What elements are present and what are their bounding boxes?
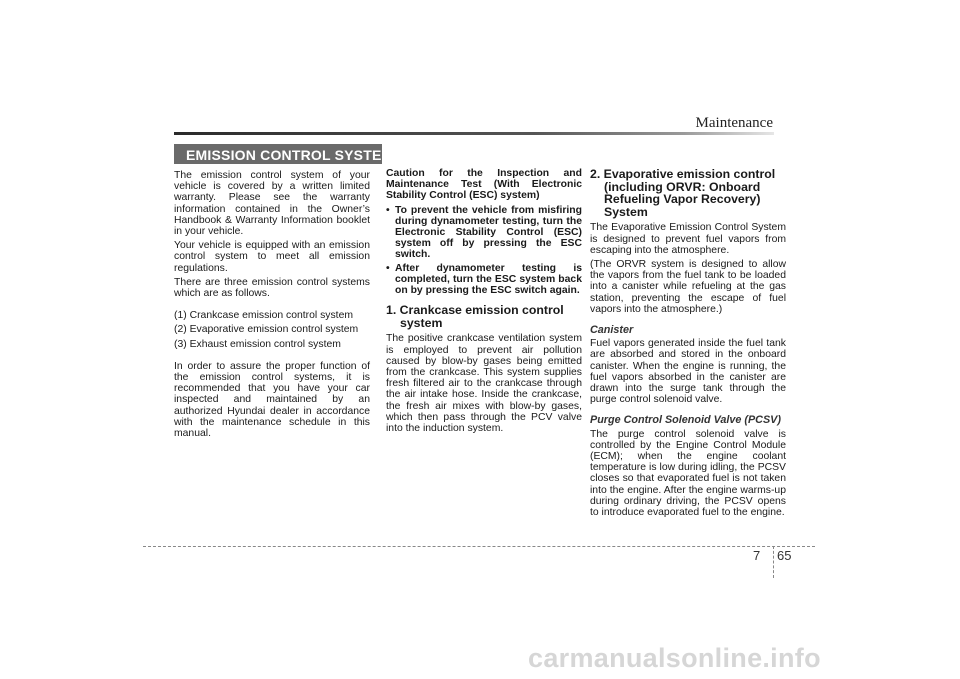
intro-paragraph: The emission control system of your vehicle is covered by a written limited warranty. Please see the warranty information contained in the Owner’s Handbook & Warranty Information booklet in your vehicle. <box>174 170 370 238</box>
crankcase-heading-line1: 1. Crankcase emission control <box>386 303 564 318</box>
column-2 <box>386 168 582 437</box>
evaporative-heading <box>590 168 786 218</box>
canister-paragraph: Fuel vapors generated inside the fuel tank are absorbed and stored in the onboard canister. When the engine is running, the fuel vapors absorbed in the canister are drawn into the surge tank through the purge control solenoid valve. <box>590 338 786 406</box>
evaporative-heading-line2: (including ORVR: Onboard <box>604 179 761 194</box>
page-number-divider <box>773 546 774 578</box>
caution-list <box>386 205 582 297</box>
header-rule <box>174 132 774 135</box>
section-title: EMISSION CONTROL SYSTEM <box>186 147 394 163</box>
pcsv-paragraph: The purge control solenoid valve is controlled by the Engine Control Module (ECM); when the engine coolant temperature is low during idling, the PCSV closes so that evaporated fuel is not taken into the engine. After the engine warms-up during ordinary driving, the PCSV opens to introduce evaporated fuel to the engine. <box>590 428 786 519</box>
evaporative-heading-line3: Refueling Vapor Recovery) <box>604 192 761 207</box>
watermark: carmanualsonline.info <box>528 643 821 673</box>
running-header: Maintenance <box>695 115 773 131</box>
canister-heading: Canister <box>590 324 634 336</box>
evaporative-heading-line1: 2. Evaporative emission control <box>590 167 776 181</box>
crankcase-heading-line2: system <box>400 315 443 330</box>
caution-item-misfire: • To prevent the vehicle from misfiring during dynamometer testing, turn the Electronic Stability Control (ESC) system off by pressing the ESC switch. <box>386 205 582 261</box>
maintenance-paragraph: In order to assure the proper function of the emission control systems, it is recommended that you have your car inspected and maintained by an authorized Hyundai dealer in accordance with the maintenance schedule in this manual. <box>174 360 370 440</box>
list-item-evaporative: (2) Evaporative emission control system <box>174 324 359 336</box>
orvr-paragraph: (The ORVR system is designed to allow the vapors from the fuel tank to be loaded into a canister while refueling at the gas station, preventing the escape of fuel vapors into the atmosphere.) <box>590 258 786 315</box>
crankcase-heading <box>386 304 582 329</box>
three-systems-paragraph: There are three emission control systems which are as follows. <box>174 276 370 300</box>
column-3 <box>590 168 786 521</box>
list-item-exhaust: (3) Exhaust emission control system <box>174 338 341 350</box>
evaporative-paragraph: The Evaporative Emission Control System is designed to prevent fuel vapors from escaping into the atmosphere. <box>590 222 786 256</box>
column-1 <box>174 170 370 442</box>
chapter-number: 7 <box>753 548 761 563</box>
evaporative-heading-line4: System <box>604 204 648 219</box>
footer-rule <box>143 546 815 547</box>
list-item-crankcase: (1) Crankcase emission control system <box>174 310 354 322</box>
caution-item-esc-on: • After dynamometer testing is completed, turn the ESC system back on by pressing the ESC switch again. <box>386 263 582 297</box>
pcsv-heading: Purge Control Solenoid Valve (PCSV) <box>590 414 781 427</box>
crankcase-paragraph: The positive crankcase ventilation system is employed to prevent air pollution caused by blow-by gases being emitted from the crankcase. This system supplies fresh filtered air to the crankcase through the air intake hose. Inside the crankcase, the fresh air mixes with blow-by gases, which then pass through the PCV valve into the induction system. <box>386 333 582 435</box>
equipped-paragraph: Your vehicle is equipped with an emission control system to meet all emission regulations. <box>174 240 370 274</box>
caution-title: Caution for the Inspection and Maintenance Test (With Electronic Stability Control (ESC) system) <box>386 168 582 202</box>
page-number: 65 <box>777 548 792 563</box>
